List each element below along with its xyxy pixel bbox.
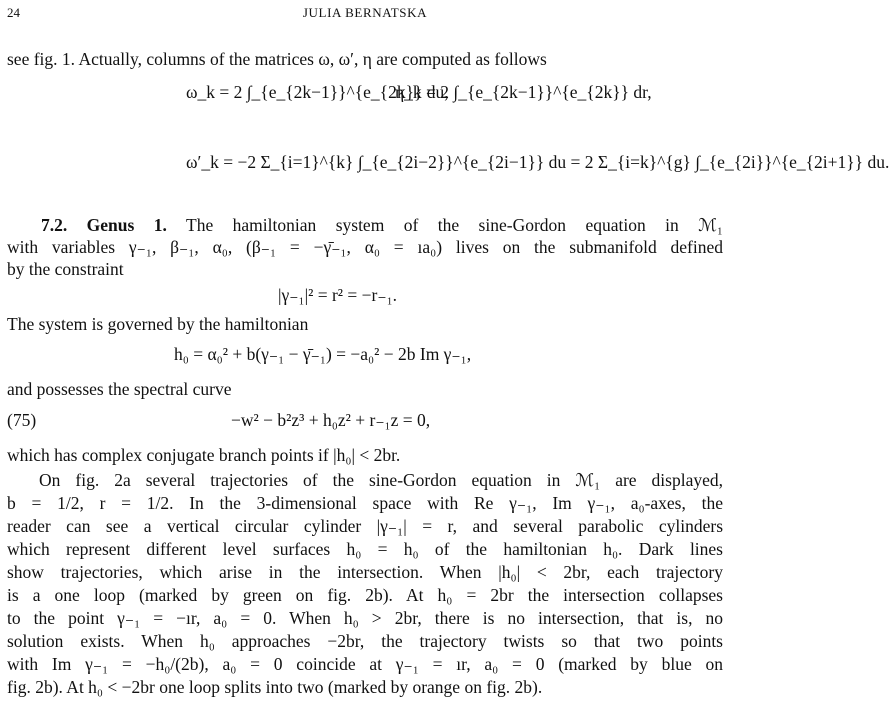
paragraph-line: On fig. 2a several trajectories of the sine-Gordon equation in ℳ₁ are displayed, (39, 470, 723, 490)
paragraph-line: The hamiltonian system of the sine-Gordon equation in ℳ₁ (186, 215, 724, 235)
equation-constraint: |γ₋₁|² = r² = −r₋₁. (278, 285, 398, 305)
section-heading-line (7, 214, 723, 236)
paragraph-line: b = 1/2, r = 1/2. In the 3-dimensional space with Re γ₋₁, Im γ₋₁, a₀-axes, the (7, 493, 723, 513)
paragraph-line: fig. 2b). At h₀ < −2br one loop splits into two (marked by orange on fig. 2b). (7, 677, 543, 697)
equation-hamiltonian: h₀ = α₀² + b(γ₋₁ − γ̄₋₁) = −a₀² − 2b Im γ₋₁, (174, 344, 472, 364)
paragraph-line: The system is governed by the hamiltonian (7, 314, 309, 334)
paragraph-line: show trajectories, which arise in the intersection. When |h₀| < 2br, each trajectory (7, 562, 723, 582)
page-number: 24 (7, 5, 20, 20)
paragraph-line: with Im γ₋₁ = −h₀/(2b), a₀ = 0 coincide at γ₋₁ = ır, a₀ = 0 (marked by blue on (7, 654, 723, 674)
equation-eta: η_k = 2 ∫_{e_{2k−1}}^{e_{2k}} dr, (395, 82, 652, 102)
section-genus-number: 1. (153, 215, 167, 235)
paragraph-line: which has complex conjugate branch points if |h₀| < 2br. (7, 445, 401, 465)
section-title: 7.2. Genus (41, 215, 135, 235)
running-title: JULIA BERNATSKA (302, 5, 428, 20)
paragraph-line: by the constraint (7, 259, 124, 279)
equation-omega-prime: ω′_k = −2 Σ_{i=1}^{k} ∫_{e_{2i−2}}^{e_{2i−1}} du = 2 Σ_{i=k}^{g} ∫_{e_{2i}}^{e_{2i+1}} du. (186, 152, 889, 172)
equation-omega: ω_k = 2 ∫_{e_{2k−1}}^{e_{2k}} du, (186, 82, 449, 102)
equation-spectral-curve: −w² − b²z³ + h₀z² + r₋₁z = 0, (231, 410, 431, 430)
paragraph-line: reader can see a vertical circular cylinder |γ₋₁| = r, and several parabolic cylinders (7, 516, 723, 536)
paragraph-line: solution exists. When h₀ approaches −2br, the trajectory twists so that two points (7, 631, 723, 651)
paragraph-line: is a one loop (marked by green on fig. 2b). At h₀ = 2br the intersection collapses (7, 585, 723, 605)
paragraph-line: and possesses the spectral curve (7, 379, 232, 399)
paragraph-line: which represent different level surfaces h₀ = h₀ of the hamiltonian h₀. Dark lines (7, 539, 723, 559)
intro-line: see fig. 1. Actually, columns of the matrices ω, ω′, η are computed as follows (7, 49, 547, 69)
paragraph-line: to the point γ₋₁ = −ır, a₀ = 0. When h₀ > 2br, there is no intersection, that is, no (7, 608, 723, 628)
equation-number: (75) (7, 410, 37, 430)
paragraph-line: with variables γ₋₁, β₋₁, α₀, (β₋₁ = −γ̄₋₁, α₀ = ıa₀) lives on the submanifold defined (7, 237, 723, 257)
